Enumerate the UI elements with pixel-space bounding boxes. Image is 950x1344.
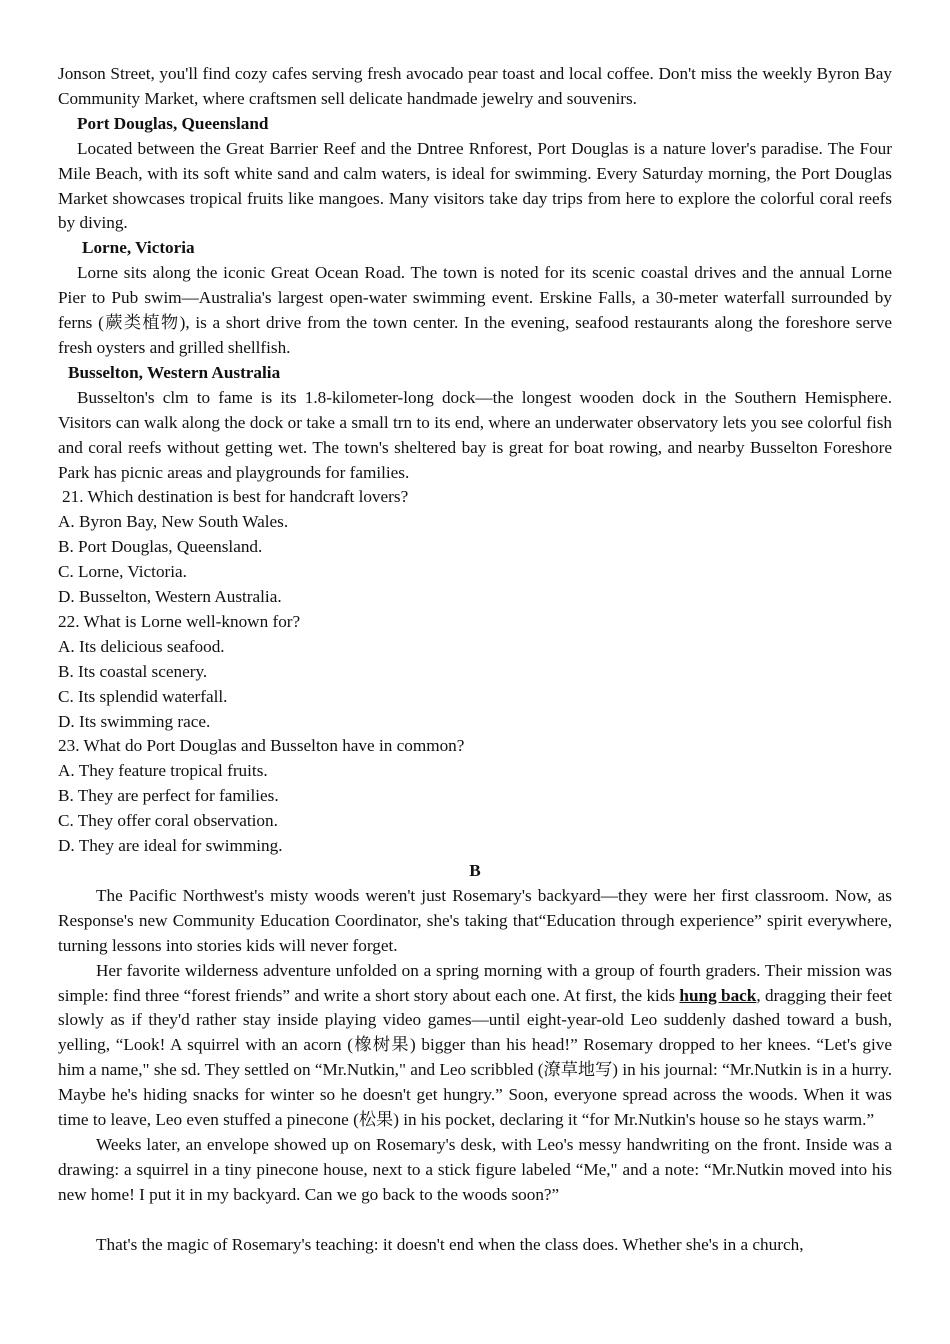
option-a: A. Its delicious seafood. [58,636,225,656]
option-d: D. Busselton, Western Australia. [58,587,282,607]
option-b: B. Its coastal scenery. [58,661,208,681]
question-stem: 22. What is Lorne well-known for? [58,611,301,631]
option-c: C. Its splendid waterfall. [58,686,228,706]
paragraph-port-douglas: Located between the Great Barrier Reef and the Dntree Rnforest, Port Douglas is a nature lover's paradise. The Four Mile Beach, with its soft white sand and calm waters, is ideal for swimming. Every Saturday morning, the Port Douglas Market showcases tropical fruits like mangoes. Many visitors take day trips from here to explore the colorful coral reefs by diving. [58,138,892,233]
section-b-paragraph-1: The Pacific Northwest's misty woods weren't just Rosemary's backyard—they were her first classroom. Now, as Response's new Community Education Coordinator, she's taking that“Education through experience” spirit everywhere, turning lessons into stories kids will never forget. [58,885,892,955]
option-a: A. They feature tropical fruits. [58,761,268,781]
question-23 [58,734,892,859]
option-c: C. They offer coral observation. [58,811,278,831]
paragraph-busselton: Busselton's clm to fame is its 1.8-kilometer-long dock—the longest wooden dock in the Southern Hemisphere. Visitors can walk along the dock or take a small trn to its end, where an underwater observatory lets you see colorful fish and coral reefs without getting wet. The town's sheltered bay is great for boat rowing, and nearby Busselton Foreshore Park has picnic areas and playgrounds for families. [58,387,892,482]
section-b-label: B [469,861,481,880]
section-b-paragraph-3: Weeks later, an envelope showed up on Rosemary's desk, with Leo's messy handwriting on the front. Inside was a drawing: a squirrel in a tiny pinecone house, next to a stick figure labeled “Me," and a note: “Mr.Nutkin moved into his new home! I put it in my backyard. Can we go back to the woods soon?” [58,1134,892,1204]
paragraph-spacer [58,1208,892,1233]
question-stem: 23. What do Port Douglas and Busselton have in common? [58,736,465,756]
heading-port-douglas: Port Douglas, Queensland [77,113,269,133]
option-a: A. Byron Bay, New South Wales. [58,512,289,532]
section-b-paragraph-4: That's the magic of Rosemary's teaching: it doesn't end when the class does. Whether she's in a church, [96,1234,804,1254]
option-b: B. Port Douglas, Queensland. [58,537,263,557]
paragraph-text: , dragging their feet slowly as if they'd rather stay inside playing video games—until eight-year-old Leo suddenly dashed toward a bush, yelling, “Look! A squirrel with an acorn (橡树果) bigger than his head!” Rosemary dropped to her knees. “Let's give him a name," she sd. They settled on “Mr.Nutkin," and Leo scribbled (潦草地写) in his journal: “Mr.Nutkin is in a hurry. Maybe he's hiding snacks for winter so he doesn't get hungry.” Soon, everyone spread across the woods. When it was time to leave, Leo even stuffed a pinecone (松果) in his pocket, declaring it “for Mr.Nutkin's house so he stays warm.” [58,985,892,1130]
heading-lorne: Lorne, Victoria [82,238,195,258]
byron-bay-paragraph-end: Jonson Street, you'll find cozy cafes serving fresh avocado pear toast and local coffee. Don't miss the weekly Byron Bay Community Market, where craftsmen sell delicate handmade jewelry and souvenirs. [58,64,892,108]
paragraph-text: Her favorite wilderness adventure unfolded on a spring morning with a group of fourth graders. Their mission was simple: find three “forest friends” and write a short story about each one. At first, the kids [58,960,892,1005]
paragraph-lorne: Lorne sits along the iconic Great Ocean Road. The town is noted for its scenic coastal drives and the annual Lorne Pier to Pub swim—Australia's largest open-water swimming event. Erskine Falls, a 30-meter waterfall surrounded by ferns (蕨类植物), is a short drive from the town center. In the evening, seafood restaurants along the foreshore serve fresh oysters and grilled shellfish. [58,263,892,357]
question-21 [58,485,892,610]
option-d: D. Its swimming race. [58,711,211,731]
underlined-phrase: hung back [679,985,757,1005]
option-b: B. They are perfect for families. [58,786,279,806]
section-b-paragraph-2 [58,959,892,1133]
question-22 [58,610,892,735]
option-d: D. They are ideal for swimming. [58,836,283,856]
heading-busselton: Busselton, Western Australia [68,362,281,382]
question-stem: 21. Which destination is best for handcraft lovers? [62,487,409,507]
option-c: C. Lorne, Victoria. [58,562,187,582]
